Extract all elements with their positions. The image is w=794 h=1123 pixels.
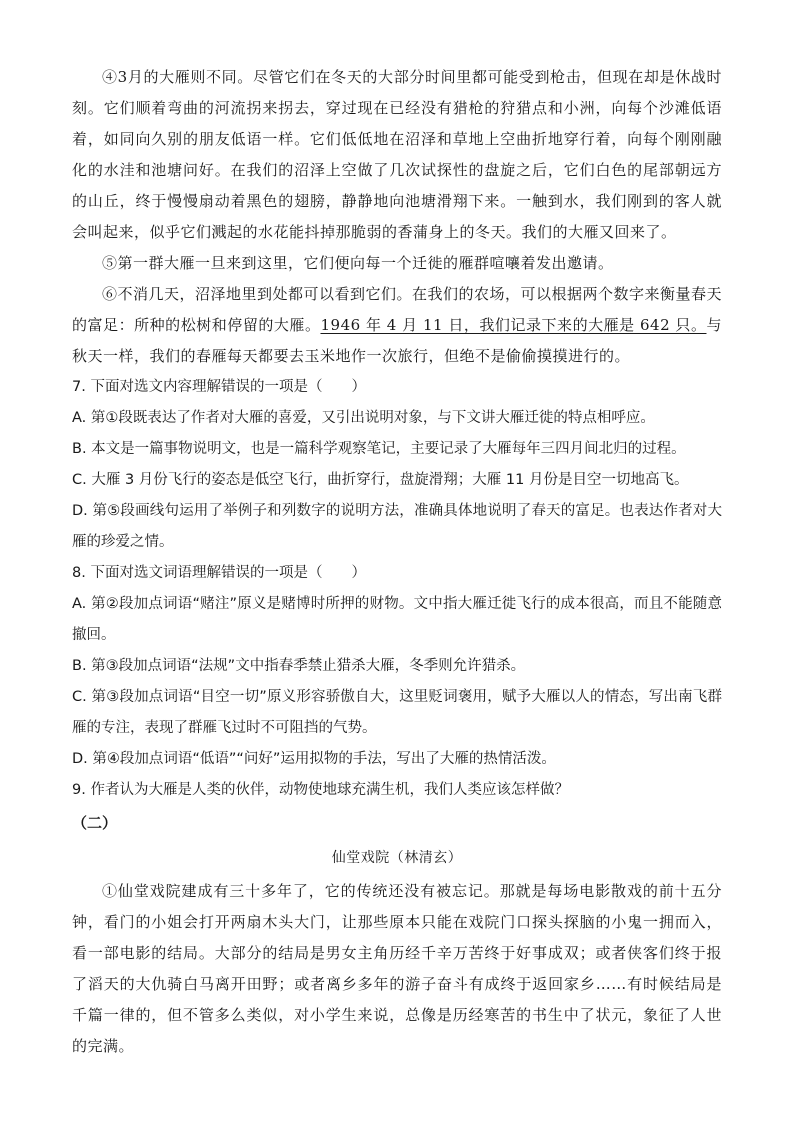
paragraph-5: ⑤第一群大雁一旦来到这里，它们便向每一个迁徙的雁群喧嚷着发出邀请。 bbox=[102, 254, 614, 272]
paragraph-6-lead: ⑥不消几天，沼泽地里到处都可以看到它们。在我们的农场，可以根据两个数字来衡量春天的富足：所种的松树和停留的大雁。 bbox=[72, 285, 723, 334]
question-8-option-d: D. 第④段加点词语“低语”“问好”运用拟物的手法，写出了大雁的热情活泼。 bbox=[72, 751, 556, 767]
question-7-option-a: A. 第①段既表达了作者对大雁的喜爱，又引出说明对象，与下文讲大雁迁徙的特点相呼应。 bbox=[72, 410, 655, 426]
question-8-option-b: B. 第③段加点词语“法规”文中指春季禁止猎杀大雁，冬季则允许猎杀。 bbox=[72, 658, 526, 674]
question-9-stem: 9. 作者认为大雁是人类的伙伴，动物使地球充满生机，我们人类应该怎样做？ bbox=[72, 782, 569, 798]
question-7-option-d: D. 第⑤段画线句运用了举例子和列数字的说明方法，准确具体地说明了春天的富足。也表达作者对大雁的珍爱之情。 bbox=[72, 503, 722, 550]
question-7-option-c: C. 大雁 3 月份飞行的姿态是低空飞行，曲折穿行，盘旋滑翔；大雁 11 月份是目空一切地高飞。 bbox=[72, 472, 689, 488]
passage-two-paragraph-1: ①仙堂戏院建成有三十多年了，它的传统还没有被忘记。那就是每场电影散戏的前十五分钟，看门的小姐会打开两扇木头大门，让那些原本只能在戏院门口探头探脑的小鬼一拥而入，看一部电影的结局。大部分的结局是男女主角历经千辛万苦终于好事成双；或者侠客们终于报了滔天的大仇骑白马离开田野；或者离乡多年的游子奋斗有成终于返回家乡……有时候结局是千篇一律的，但不管多么类似，对小学生来说，总像是历经寒苦的书生中了状元，象征了人世的完满。 bbox=[72, 882, 722, 1055]
question-7-stem: 7. 下面对选文内容理解错误的一项是（ ） bbox=[72, 379, 366, 395]
document-page bbox=[72, 62, 722, 1062]
question-7-option-b: B. 本文是一篇事物说明文，也是一篇科学观察笔记，主要记录了大雁每年三四月间北归的过程。 bbox=[72, 441, 686, 457]
question-8-option-a: A. 第②段加点词语“赌注”原义是赌博时所押的财物。文中指大雁迁徙飞行的成本很高，而且不能随意撤回。 bbox=[72, 596, 722, 643]
paragraph-6 bbox=[72, 279, 722, 372]
section-label: （二） bbox=[72, 814, 118, 832]
question-8-option-c: C. 第③段加点词语“目空一切”原义形容骄傲自大，这里贬词褒用，赋予大雁以人的情态，写出南飞群雁的专注，表现了群雁飞过时不可阻挡的气势。 bbox=[72, 689, 722, 736]
paragraph-6-tail: 与秋天一样，我们的春雁每天都要去玉米地作一次旅行，但绝不是偷偷摸摸进行的。 bbox=[72, 316, 722, 365]
question-8-stem: 8. 下面对选文词语理解错误的一项是（ ） bbox=[72, 565, 366, 581]
underlined-sentence: 1946 年 4 月 11 日，我们记录下来的大雁是 642 只。 bbox=[320, 316, 707, 334]
passage-title: 仙堂戏院（林清玄） bbox=[331, 850, 463, 866]
paragraph-4: ④3月的大雁则不同。尽管它们在冬天的大部分时间里都可能受到枪击，但现在却是休战时刻。它们顺着弯曲的河流拐来拐去，穿过现在已经没有猎枪的狩猎点和小洲，向每个沙滩低语着，如同向久别的朋友低语一样。它们低低地在沼泽和草地上空曲折地穿行着，向每个刚刚融化的水洼和池塘问好。在我们的沼泽上空做了几次试探性的盘旋之后，它们白色的尾部朝远方的山丘，终于慢慢扇动着黑色的翅膀，静静地向池塘滑翔下来。一触到水，我们刚到的客人就会叫起来，似乎它们溅起的水花能抖掉那脆弱的香蒲身上的冬天。我们的大雁又回来了。 bbox=[72, 68, 722, 241]
